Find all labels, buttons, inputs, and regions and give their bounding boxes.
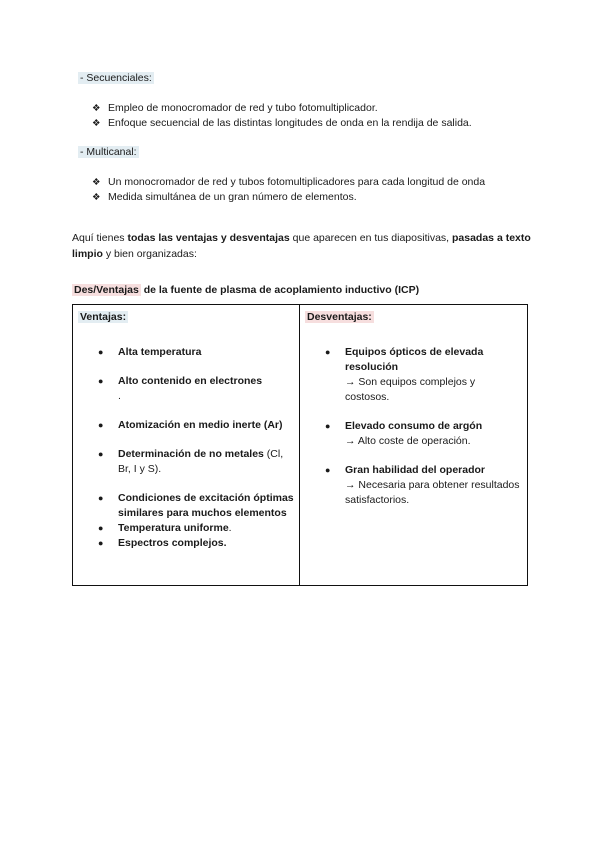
diamond-bullet-icon: ❖ xyxy=(92,192,101,203)
item-bold: Equipos ópticos de elevada resolución xyxy=(345,346,484,373)
secuenciales-list xyxy=(92,101,472,131)
item-bold: Gran habilidad del operador xyxy=(345,464,486,476)
item-rest: . xyxy=(118,390,121,402)
item-rest: . xyxy=(228,522,232,534)
intro-bold: todas las ventajas y desventajas xyxy=(127,232,290,244)
ventajas-header xyxy=(78,311,294,323)
section-label-secuenciales xyxy=(78,72,154,84)
desventajas-list xyxy=(305,345,522,508)
ventajas-header-text: Ventajas: xyxy=(80,311,127,323)
list-item xyxy=(92,175,485,190)
item-bold: Elevado consumo de argón xyxy=(345,420,483,432)
section-label-multicanal xyxy=(78,146,139,158)
bullet-dot-icon: ● xyxy=(98,523,104,533)
list-item xyxy=(305,345,522,405)
desventajas-header xyxy=(305,311,522,323)
list-item xyxy=(305,419,522,449)
table-title xyxy=(72,284,419,296)
desventajas-cell xyxy=(300,305,528,586)
list-item xyxy=(78,345,294,360)
multicanal-label: - Multicanal: xyxy=(80,146,137,158)
list-item-text: Empleo de monocromador de red y tubo fotomultiplicador. xyxy=(108,102,378,114)
list-item xyxy=(78,521,294,536)
item-bold: Espectros complejos. xyxy=(118,537,227,549)
list-item xyxy=(78,447,294,477)
intro-text: Aquí tienes xyxy=(72,232,128,244)
list-item xyxy=(78,418,294,433)
bullet-dot-icon: ● xyxy=(325,421,331,431)
bullet-dot-icon: ● xyxy=(325,347,331,357)
bullet-dot-icon: ● xyxy=(98,347,104,357)
list-item xyxy=(305,463,522,508)
item-bold: Condiciones de excitación óptimas similares para muchos elementos xyxy=(118,492,294,519)
item-bold: Alta temperatura xyxy=(118,346,202,358)
list-item xyxy=(92,101,472,116)
item-rest: (Cl, Br, I y S). xyxy=(118,448,284,475)
ventajas-cell xyxy=(73,305,300,586)
bullet-dot-icon: ● xyxy=(98,538,104,548)
diamond-bullet-icon: ❖ xyxy=(92,103,101,114)
bullet-dot-icon: ● xyxy=(98,493,104,503)
item-detail: → Son equipos complejos y costosos. xyxy=(345,376,476,403)
table-title-rest: de la fuente de plasma de acoplamiento inductivo (ICP) xyxy=(140,284,420,296)
intro-bold: pasadas a texto limpio xyxy=(72,232,531,260)
list-item xyxy=(78,536,294,551)
diamond-bullet-icon: ❖ xyxy=(92,118,101,129)
diamond-bullet-icon: ❖ xyxy=(92,177,101,188)
list-item-text: Medida simultánea de un gran número de elementos. xyxy=(108,191,357,203)
intro-text: y bien organizadas: xyxy=(102,248,197,260)
item-bold: Temperatura uniforme xyxy=(118,522,229,534)
secuenciales-label: - Secuenciales: xyxy=(80,72,152,84)
pros-cons-table xyxy=(72,304,528,586)
intro-paragraph xyxy=(72,230,542,262)
table-title-highlight: Des/Ventajas xyxy=(74,284,139,296)
intro-text: que aparecen en tus diapositivas, xyxy=(289,232,452,244)
ventajas-list xyxy=(78,345,294,551)
bullet-dot-icon: ● xyxy=(98,376,104,386)
item-bold: Atomización en medio inerte (Ar) xyxy=(118,419,283,431)
list-item xyxy=(78,491,294,521)
bullet-dot-icon: ● xyxy=(325,465,331,475)
item-detail: → Necesaria para obtener resultados satisfactorios. xyxy=(345,479,520,506)
item-bold: Alto contenido en electrones xyxy=(118,375,263,387)
item-bold: Determinación de no metales xyxy=(118,448,264,460)
bullet-dot-icon: ● xyxy=(98,420,104,430)
list-item-text: Un monocromador de red y tubos fotomultiplicadores para cada longitud de onda xyxy=(108,176,486,188)
list-item-text: Enfoque secuencial de las distintas longitudes de onda en la rendija de salida. xyxy=(108,117,472,129)
desventajas-header-text: Desventajas: xyxy=(307,311,372,323)
list-item xyxy=(92,190,485,205)
list-item xyxy=(78,374,294,404)
bullet-dot-icon: ● xyxy=(98,449,104,459)
item-detail: → Alto coste de operación. xyxy=(345,435,471,447)
list-item xyxy=(92,116,472,131)
multicanal-list xyxy=(92,175,485,205)
